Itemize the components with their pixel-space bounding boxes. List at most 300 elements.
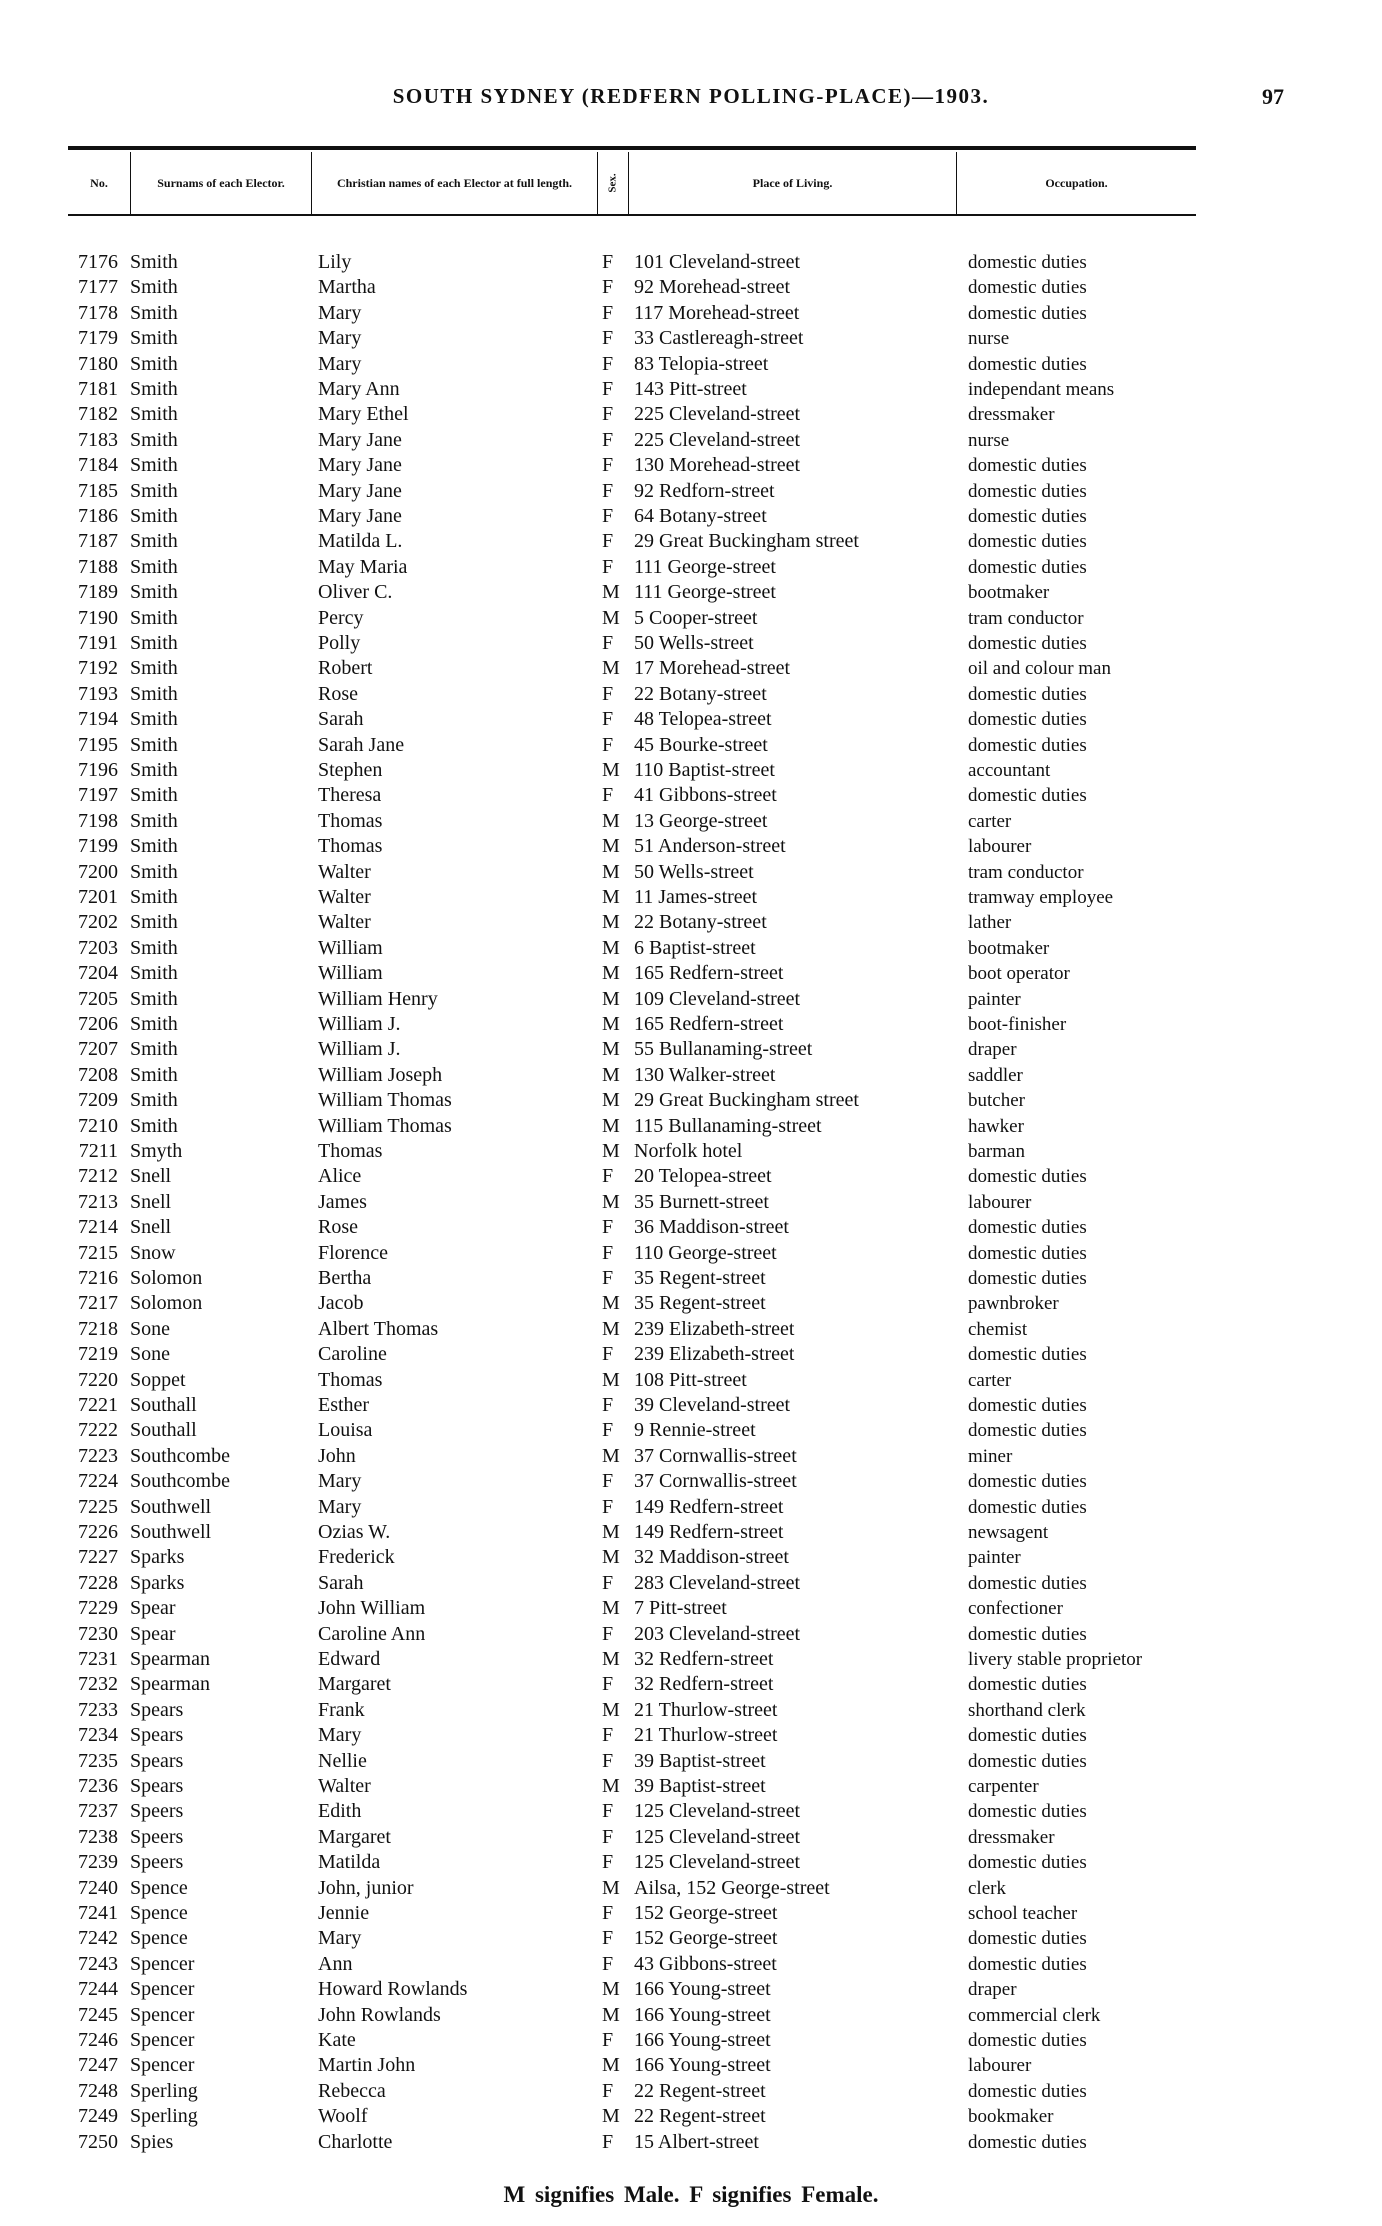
table-row xyxy=(0,834,1382,859)
elector-place-of-living: 36 Maddison-street xyxy=(634,1216,789,1239)
elector-sex: M xyxy=(602,606,620,629)
elector-surname: Smith xyxy=(130,276,178,299)
elector-place-of-living: 51 Anderson-street xyxy=(634,835,786,858)
table-row xyxy=(0,860,1382,885)
elector-place-of-living: 203 Cleveland-street xyxy=(634,1622,801,1645)
elector-christian-names: Mary Jane xyxy=(318,479,402,502)
table-header xyxy=(68,152,1196,214)
elector-occupation: domestic duties xyxy=(968,1674,1087,1696)
elector-place-of-living: 125 Cleveland-street xyxy=(634,1800,801,1823)
elector-christian-names: Thomas xyxy=(318,835,383,858)
elector-occupation: domestic duties xyxy=(968,353,1087,375)
table-row xyxy=(0,1241,1382,1266)
elector-place-of-living: 50 Wells-street xyxy=(634,632,754,654)
elector-surname: Spencer xyxy=(130,2003,195,2026)
elector-sex: F xyxy=(602,2029,614,2051)
elector-christian-names: James xyxy=(318,1190,367,1213)
elector-occupation: domestic duties xyxy=(968,2030,1087,2051)
elector-surname: Spears xyxy=(130,1749,184,1772)
elector-surname: Southwell xyxy=(130,1521,212,1543)
elector-occupation: lather xyxy=(968,912,1012,934)
table-row xyxy=(0,1190,1382,1215)
elector-occupation: school teacher xyxy=(968,1903,1078,1924)
elector-surname: Snell xyxy=(130,1190,172,1213)
elector-occupation: carter xyxy=(968,1369,1012,1391)
table-row xyxy=(0,1850,1382,1875)
elector-occupation: bootmaker xyxy=(968,937,1050,959)
table-row xyxy=(0,733,1382,758)
elector-place-of-living: 239 Elizabeth-street xyxy=(634,1343,795,1366)
elector-number: 7233 xyxy=(78,1698,118,1721)
elector-occupation: domestic duties xyxy=(968,506,1087,527)
elector-number: 7177 xyxy=(78,276,118,299)
elector-occupation: carpenter xyxy=(968,1776,1039,1797)
elector-christian-names: Walter xyxy=(318,1775,371,1797)
elector-sex: F xyxy=(602,1749,614,1772)
elector-sex: M xyxy=(602,1698,620,1721)
elector-place-of-living: 225 Cleveland-street xyxy=(634,403,801,426)
elector-sex: F xyxy=(602,1241,614,1264)
elector-place-of-living: 143 Pitt-street xyxy=(634,378,747,400)
elector-surname: Speers xyxy=(130,1800,184,1823)
elector-place-of-living: 5 Cooper-street xyxy=(634,606,758,629)
elector-sex: M xyxy=(602,987,620,1010)
elector-surname: Smith xyxy=(130,352,178,375)
table-row xyxy=(0,1647,1382,1672)
table-row xyxy=(0,580,1382,605)
elector-surname: Spearman xyxy=(130,1648,210,1670)
elector-number: 7184 xyxy=(78,454,118,477)
elector-christian-names: Mary xyxy=(318,1724,362,1747)
elector-sex: F xyxy=(602,1622,614,1645)
elector-sex: M xyxy=(602,1190,620,1213)
table-row xyxy=(0,707,1382,732)
elector-number: 7243 xyxy=(78,1952,118,1975)
table-row xyxy=(0,1037,1382,1062)
elector-place-of-living: 108 Pitt-street xyxy=(634,1368,747,1391)
elector-sex: M xyxy=(602,1648,620,1670)
elector-surname: Smith xyxy=(130,606,178,629)
elector-place-of-living: 55 Bullanaming-street xyxy=(634,1038,813,1061)
elector-christian-names: Alice xyxy=(318,1165,362,1188)
table-row xyxy=(0,809,1382,834)
elector-surname: Smith xyxy=(130,1013,178,1035)
elector-number: 7189 xyxy=(78,581,118,604)
elector-number: 7235 xyxy=(78,1749,118,1772)
table-row xyxy=(0,961,1382,986)
elector-surname: Snow xyxy=(130,1241,176,1264)
elector-number: 7209 xyxy=(78,1089,118,1112)
elector-sex: F xyxy=(602,784,614,807)
elector-place-of-living: 21 Thurlow-street xyxy=(634,1698,778,1721)
elector-place-of-living: 35 Burnett-street xyxy=(634,1190,769,1213)
elector-place-of-living: 20 Telopea-street xyxy=(634,1165,772,1188)
elector-christian-names: Matilda xyxy=(318,1851,381,1874)
elector-sex: M xyxy=(602,860,620,883)
elector-number: 7210 xyxy=(78,1114,118,1137)
elector-occupation: domestic duties xyxy=(968,2131,1087,2153)
elector-number: 7225 xyxy=(78,1495,118,1518)
elector-number: 7180 xyxy=(78,352,118,375)
elector-christian-names: Louisa xyxy=(318,1419,373,1442)
elector-occupation: clerk xyxy=(968,1877,1006,1899)
elector-surname: Smith xyxy=(130,1038,178,1061)
elector-number: 7232 xyxy=(78,1673,118,1696)
elector-sex: M xyxy=(602,2054,620,2077)
elector-sex: M xyxy=(602,581,620,604)
elector-christian-names: Sarah xyxy=(318,1571,364,1594)
elector-christian-names: John Rowlands xyxy=(318,2003,441,2026)
elector-sex: M xyxy=(602,1978,620,2001)
elector-sex: F xyxy=(602,1825,614,1848)
elector-surname: Smith xyxy=(130,860,178,883)
elector-number: 7199 xyxy=(78,835,118,858)
elector-sex: F xyxy=(602,2079,614,2102)
table-row xyxy=(0,1545,1382,1570)
elector-occupation: domestic duties xyxy=(968,455,1087,477)
elector-christian-names: Mary xyxy=(318,327,362,350)
table-row xyxy=(0,402,1382,427)
elector-number: 7176 xyxy=(78,251,118,273)
elector-number: 7193 xyxy=(78,682,118,705)
elector-surname: Smith xyxy=(130,454,178,477)
elector-sex: M xyxy=(602,657,620,680)
elector-occupation: domestic duties xyxy=(968,1801,1087,1823)
elector-christian-names: John, junior xyxy=(318,1876,414,1899)
elector-number: 7188 xyxy=(78,555,118,578)
page-title: SOUTH SYDNEY (REDFERN POLLING-PLACE)—1903. xyxy=(392,84,990,108)
elector-sex: F xyxy=(602,1470,614,1493)
elector-occupation: domestic duties xyxy=(968,2080,1087,2102)
elector-sex: M xyxy=(602,1876,620,1899)
elector-occupation: domestic duties xyxy=(968,1166,1087,1188)
table-row xyxy=(0,2079,1382,2104)
elector-sex: M xyxy=(602,1089,620,1112)
elector-number: 7250 xyxy=(78,2130,118,2153)
table-row xyxy=(0,2130,1382,2155)
table-row xyxy=(0,1571,1382,1596)
elector-sex: M xyxy=(602,1368,620,1391)
elector-occupation: domestic duties xyxy=(968,302,1087,324)
elector-surname: Sone xyxy=(130,1317,170,1340)
elector-place-of-living: 32 Redfern-street xyxy=(634,1648,774,1670)
elector-number: 7238 xyxy=(78,1825,118,1848)
elector-christian-names: Margaret xyxy=(318,1673,391,1696)
elector-number: 7247 xyxy=(78,2054,118,2077)
elector-occupation: labourer xyxy=(968,2055,1032,2077)
elector-place-of-living: 92 Morehead-street xyxy=(634,276,791,299)
elector-christian-names: Rose xyxy=(318,682,358,705)
elector-occupation: domestic duties xyxy=(968,1928,1087,1950)
elector-occupation: domestic duties xyxy=(968,1750,1087,1772)
elector-number: 7183 xyxy=(78,428,118,451)
elector-place-of-living: 166 Young-street xyxy=(634,2054,771,2077)
elector-place-of-living: 43 Gibbons-street xyxy=(634,1952,777,1975)
elector-number: 7230 xyxy=(78,1622,118,1645)
elector-surname: Smith xyxy=(130,530,178,553)
elector-surname: Spies xyxy=(130,2130,174,2153)
table-row xyxy=(0,555,1382,580)
elector-surname: Smith xyxy=(130,251,178,273)
elector-surname: Smith xyxy=(130,428,178,451)
elector-sex: F xyxy=(602,733,614,756)
elector-sex: F xyxy=(602,454,614,477)
elector-surname: Sparks xyxy=(130,1571,185,1594)
elector-number: 7223 xyxy=(78,1444,118,1467)
elector-christian-names: William Joseph xyxy=(318,1063,443,1086)
elector-sex: M xyxy=(602,962,620,985)
elector-place-of-living: 130 Walker-street xyxy=(634,1063,776,1086)
elector-number: 7218 xyxy=(78,1317,118,1340)
table-row xyxy=(0,1520,1382,1545)
elector-sex: F xyxy=(602,682,614,705)
table-row xyxy=(0,783,1382,808)
elector-occupation: domestic duties xyxy=(968,480,1087,502)
elector-occupation: domestic duties xyxy=(968,785,1087,807)
table-row xyxy=(0,1876,1382,1901)
elector-occupation: barman xyxy=(968,1141,1025,1162)
elector-place-of-living: 39 Baptist-street xyxy=(634,1749,766,1772)
elector-surname: Spear xyxy=(130,1622,176,1645)
elector-sex: M xyxy=(602,1063,620,1086)
elector-christian-names: Florence xyxy=(318,1241,388,1264)
elector-surname: Smith xyxy=(130,555,178,578)
elector-christian-names: Mary xyxy=(318,1470,362,1493)
table-row xyxy=(0,2003,1382,2028)
elector-surname: Smith xyxy=(130,809,178,832)
elector-surname: Speers xyxy=(130,1851,184,1874)
elector-surname: Smith xyxy=(130,301,178,324)
elector-surname: Smith xyxy=(130,403,178,426)
table-row xyxy=(0,910,1382,935)
elector-occupation: tramway employee xyxy=(968,887,1114,908)
elector-sex: F xyxy=(602,1851,614,1874)
elector-christian-names: Ozias W. xyxy=(318,1521,391,1543)
elector-occupation: accountant xyxy=(968,760,1051,781)
elector-number: 7246 xyxy=(78,2029,118,2051)
elector-place-of-living: 125 Cleveland-street xyxy=(634,1825,801,1848)
elector-surname: Spence xyxy=(130,1902,188,1924)
elector-surname: Spear xyxy=(130,1597,176,1620)
elector-place-of-living: 22 Botany-street xyxy=(634,911,767,934)
elector-number: 7248 xyxy=(78,2079,118,2102)
elector-christian-names: Martha xyxy=(318,276,376,299)
elector-surname: Smith xyxy=(130,835,178,858)
elector-christian-names: Walter xyxy=(318,911,371,934)
table-row xyxy=(0,301,1382,326)
elector-number: 7197 xyxy=(78,784,118,807)
elector-christian-names: Thomas xyxy=(318,809,383,832)
elector-christian-names: Theresa xyxy=(318,784,382,807)
table-row xyxy=(0,631,1382,656)
elector-place-of-living: 37 Cornwallis-street xyxy=(634,1444,797,1467)
table-row xyxy=(0,682,1382,707)
elector-sex: M xyxy=(602,2105,620,2128)
elector-number: 7202 xyxy=(78,911,118,934)
elector-sex: F xyxy=(602,2130,614,2153)
elector-christian-names: Sarah xyxy=(318,708,364,731)
table-row xyxy=(0,758,1382,783)
table-row xyxy=(0,377,1382,402)
elector-occupation: domestic duties xyxy=(968,277,1087,299)
elector-christian-names: Rose xyxy=(318,1216,358,1239)
elector-surname: Sperling xyxy=(130,2105,198,2128)
elector-place-of-living: 111 George-street xyxy=(634,555,776,578)
elector-sex: F xyxy=(602,530,614,553)
elector-occupation: domestic duties xyxy=(968,1395,1087,1416)
elector-number: 7201 xyxy=(78,886,118,908)
header-sex: Sex. xyxy=(607,173,619,193)
elector-occupation: shorthand clerk xyxy=(968,1699,1086,1721)
header-place: Place of Living. xyxy=(629,152,957,214)
elector-christian-names: Edward xyxy=(318,1648,381,1670)
table-row xyxy=(0,1596,1382,1621)
elector-number: 7224 xyxy=(78,1470,118,1493)
elector-sex: F xyxy=(602,1673,614,1696)
elector-place-of-living: Ailsa, 152 George-street xyxy=(634,1876,830,1899)
table-row xyxy=(0,1952,1382,1977)
elector-number: 7179 xyxy=(78,327,118,350)
table-row xyxy=(0,1825,1382,1850)
table-row xyxy=(0,1342,1382,1367)
elector-occupation: bookmaker xyxy=(968,2106,1054,2128)
elector-occupation: labourer xyxy=(968,836,1032,858)
elector-surname: Speers xyxy=(130,1825,184,1848)
elector-christian-names: William xyxy=(318,936,383,959)
table-row xyxy=(0,1723,1382,1748)
elector-surname: Smith xyxy=(130,632,178,654)
elector-christian-names: Mary Jane xyxy=(318,454,402,477)
elector-sex: M xyxy=(602,886,620,908)
elector-number: 7237 xyxy=(78,1800,118,1823)
elector-sex: M xyxy=(602,1775,620,1797)
elector-sex: F xyxy=(602,327,614,350)
elector-sex: F xyxy=(602,378,614,400)
elector-surname: Smith xyxy=(130,733,178,756)
elector-christian-names: Esther xyxy=(318,1394,370,1416)
elector-occupation: domestic duties xyxy=(968,531,1087,553)
elector-place-of-living: 39 Baptist-street xyxy=(634,1775,766,1797)
header-christian-names: Christian names of each Elector at full length. xyxy=(312,152,598,214)
elector-place-of-living: 22 Regent-street xyxy=(634,2105,766,2128)
elector-surname: Spears xyxy=(130,1724,184,1747)
elector-christian-names: Albert Thomas xyxy=(318,1317,439,1340)
elector-occupation: domestic duties xyxy=(968,1496,1087,1518)
elector-number: 7211 xyxy=(78,1140,118,1162)
elector-occupation: chemist xyxy=(968,1318,1028,1340)
elector-christian-names: Thomas xyxy=(318,1140,383,1162)
elector-sex: F xyxy=(602,1902,614,1924)
elector-christian-names: Mary Jane xyxy=(318,505,402,527)
elector-place-of-living: 17 Morehead-street xyxy=(634,657,791,680)
elector-place-of-living: 165 Redfern-street xyxy=(634,962,784,985)
elector-place-of-living: 29 Great Buckingham street xyxy=(634,530,859,553)
elector-occupation: tram conductor xyxy=(968,607,1084,629)
table-row xyxy=(0,2104,1382,2129)
elector-place-of-living: 110 Baptist-street xyxy=(634,759,775,781)
elector-number: 7195 xyxy=(78,733,118,756)
elector-number: 7204 xyxy=(78,962,118,985)
elector-number: 7222 xyxy=(78,1419,118,1442)
elector-sex: F xyxy=(602,1216,614,1239)
elector-sex: F xyxy=(602,1419,614,1442)
elector-place-of-living: 22 Botany-street xyxy=(634,682,767,705)
elector-sex: M xyxy=(602,1292,620,1315)
elector-place-of-living: 117 Morehead-street xyxy=(634,301,800,324)
elector-surname: Spence xyxy=(130,1927,188,1950)
elector-occupation: newsagent xyxy=(968,1522,1049,1543)
elector-number: 7200 xyxy=(78,860,118,883)
elector-christian-names: William J. xyxy=(318,1013,401,1035)
header-bottom-rule xyxy=(68,214,1196,216)
elector-occupation: boot-finisher xyxy=(968,1014,1067,1035)
elector-number: 7219 xyxy=(78,1343,118,1366)
elector-occupation: painter xyxy=(968,988,1021,1010)
elector-place-of-living: 7 Pitt-street xyxy=(634,1597,727,1620)
elector-place-of-living: 152 George-street xyxy=(634,1927,778,1950)
elector-sex: M xyxy=(602,936,620,959)
elector-number: 7196 xyxy=(78,759,118,781)
elector-occupation: carter xyxy=(968,810,1012,832)
elector-occupation: domestic duties xyxy=(968,734,1087,756)
elector-occupation: domestic duties xyxy=(968,1725,1087,1747)
table-row xyxy=(0,504,1382,529)
elector-sex: F xyxy=(602,555,614,578)
elector-sex: F xyxy=(602,1952,614,1975)
elector-number: 7212 xyxy=(78,1165,118,1188)
elector-christian-names: Polly xyxy=(318,632,361,654)
elector-occupation: domestic duties xyxy=(968,1242,1087,1264)
elector-number: 7182 xyxy=(78,403,118,426)
elector-place-of-living: 29 Great Buckingham street xyxy=(634,1089,859,1112)
elector-christian-names: Lily xyxy=(318,251,352,273)
elector-occupation: oil and colour man xyxy=(968,658,1111,680)
elector-surname: Smith xyxy=(130,479,178,502)
elector-place-of-living: 92 Redforn-street xyxy=(634,479,775,502)
table-row xyxy=(0,1672,1382,1697)
table-row xyxy=(0,529,1382,554)
elector-place-of-living: 32 Redfern-street xyxy=(634,1673,774,1696)
elector-occupation: domestic duties xyxy=(968,556,1087,578)
table-row xyxy=(0,428,1382,453)
elector-sex: F xyxy=(602,352,614,375)
elector-occupation: livery stable proprietor xyxy=(968,1649,1143,1670)
table-row xyxy=(0,1215,1382,1240)
elector-sex: F xyxy=(602,251,614,273)
elector-occupation: domestic duties xyxy=(968,1217,1087,1239)
elector-sex: M xyxy=(602,2003,620,2026)
elector-christian-names: William xyxy=(318,962,383,985)
table-row xyxy=(0,656,1382,681)
elector-sex: M xyxy=(602,1521,620,1543)
elector-number: 7231 xyxy=(78,1648,118,1670)
elector-sex: F xyxy=(602,1495,614,1518)
elector-occupation: draper xyxy=(968,1979,1017,2001)
elector-surname: Spencer xyxy=(130,1952,195,1975)
elector-christian-names: Ann xyxy=(318,1952,353,1975)
elector-surname: Sone xyxy=(130,1343,170,1366)
elector-occupation: labourer xyxy=(968,1191,1032,1213)
elector-sex: F xyxy=(602,1927,614,1950)
elector-occupation: domestic duties xyxy=(968,1420,1087,1442)
elector-occupation: butcher xyxy=(968,1090,1025,1112)
elector-christian-names: Mary Jane xyxy=(318,428,402,451)
elector-number: 7181 xyxy=(78,378,118,400)
elector-surname: Snell xyxy=(130,1165,172,1188)
elector-occupation: nurse xyxy=(968,429,1010,451)
elector-sex: F xyxy=(602,301,614,324)
elector-surname: Solomon xyxy=(130,1292,203,1315)
